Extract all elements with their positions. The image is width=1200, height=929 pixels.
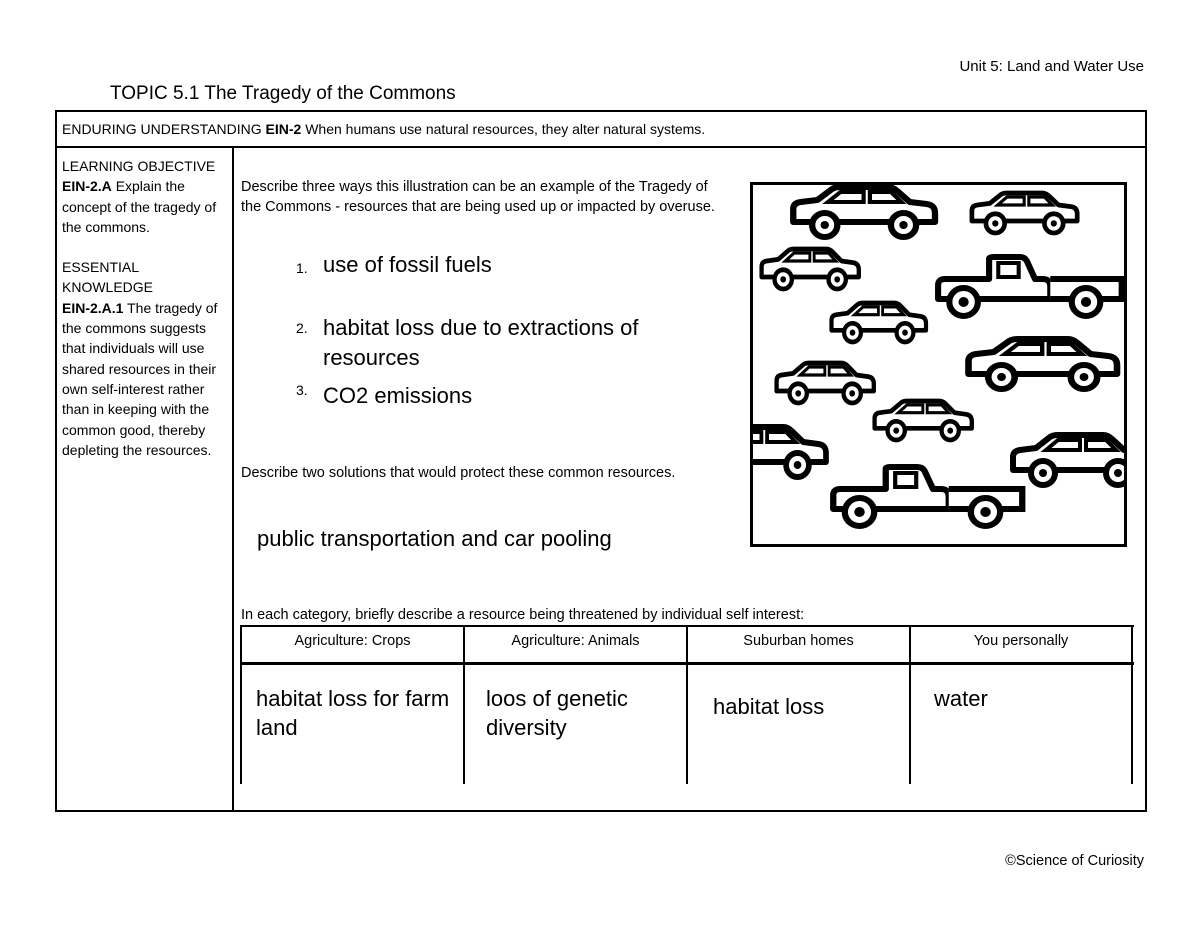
unit-title: Unit 5: Land and Water Use (959, 58, 1144, 75)
header-animals: Agriculture: Animals (511, 633, 640, 649)
column-divider (232, 147, 234, 812)
header-crops: Agriculture: Crops (294, 633, 411, 649)
traffic-cars-icon (750, 182, 1127, 547)
car-icon (875, 401, 972, 440)
lo-code: EIN-2.A (62, 178, 112, 195)
answer-3-number: 3. (296, 382, 308, 398)
ek-text: The tragedy of the commons suggests that individuals will use shared resources in their own self-interest rather than in keeping with the common good, thereby depleting the resources. (62, 299, 218, 458)
car-icon (762, 249, 859, 289)
car-icon (753, 427, 826, 477)
eu-label: ENDURING UNDERSTANDING (62, 121, 266, 137)
truck-icon (833, 467, 1022, 526)
objectives-column (62, 156, 230, 460)
table-col-line (1131, 625, 1133, 784)
essential-knowledge (62, 257, 230, 460)
answer-animals[interactable]: loos of genetic diversity (486, 686, 628, 740)
answer-personal[interactable]: water (934, 686, 988, 711)
topic-title: TOPIC 5.1 The Tragedy of the Commons (110, 83, 456, 104)
car-icon (793, 187, 935, 237)
answer-1-number: 1. (296, 260, 308, 276)
learning-objective (62, 156, 230, 237)
car-icon (1013, 435, 1124, 485)
answer-crops[interactable]: habitat loss for farm land (256, 686, 450, 740)
eu-text: When humans use natural resources, they alter natural systems. (301, 121, 706, 137)
ek-label: ESSENTIAL KNOWLEDGE (62, 259, 154, 296)
ek-code: EIN-2.A.1 (62, 299, 124, 316)
answer-suburban[interactable]: habitat loss (713, 694, 825, 719)
car-icon (777, 363, 874, 403)
question-1-prompt: Describe three ways this illustration can be an example of the Tragedy of the Commons - resources that are being used up or impacted by overuse. (241, 179, 715, 215)
enduring-understanding (62, 121, 705, 137)
answer-2[interactable]: habitat loss due to extractions of resources (323, 315, 639, 370)
car-icon (972, 193, 1077, 233)
car-icon (969, 339, 1118, 389)
header-personal: You personally (973, 633, 1069, 649)
copyright: ©Science of Curiosity (1005, 853, 1144, 869)
truck-icon (938, 257, 1122, 316)
answer-2-number: 2. (296, 320, 308, 336)
traffic-illustration (753, 185, 1124, 544)
question-2-prompt: Describe two solutions that would protect these common resources. (241, 465, 676, 481)
header-suburban: Suburban homes (743, 633, 854, 649)
eu-code: EIN-2 (265, 121, 302, 137)
solution-answer[interactable]: public transportation and car pooling (257, 526, 612, 551)
car-icon (832, 303, 927, 342)
answer-1[interactable]: use of fossil fuels (323, 252, 492, 277)
answer-3[interactable]: CO2 emissions (323, 383, 473, 408)
lo-text: Explain the concept of the tragedy of the commons. (62, 178, 217, 235)
lo-label: LEARNING OBJECTIVE (62, 158, 216, 174)
category-prompt: In each category, briefly describe a resource being threatened by individual self interest: (241, 607, 805, 623)
